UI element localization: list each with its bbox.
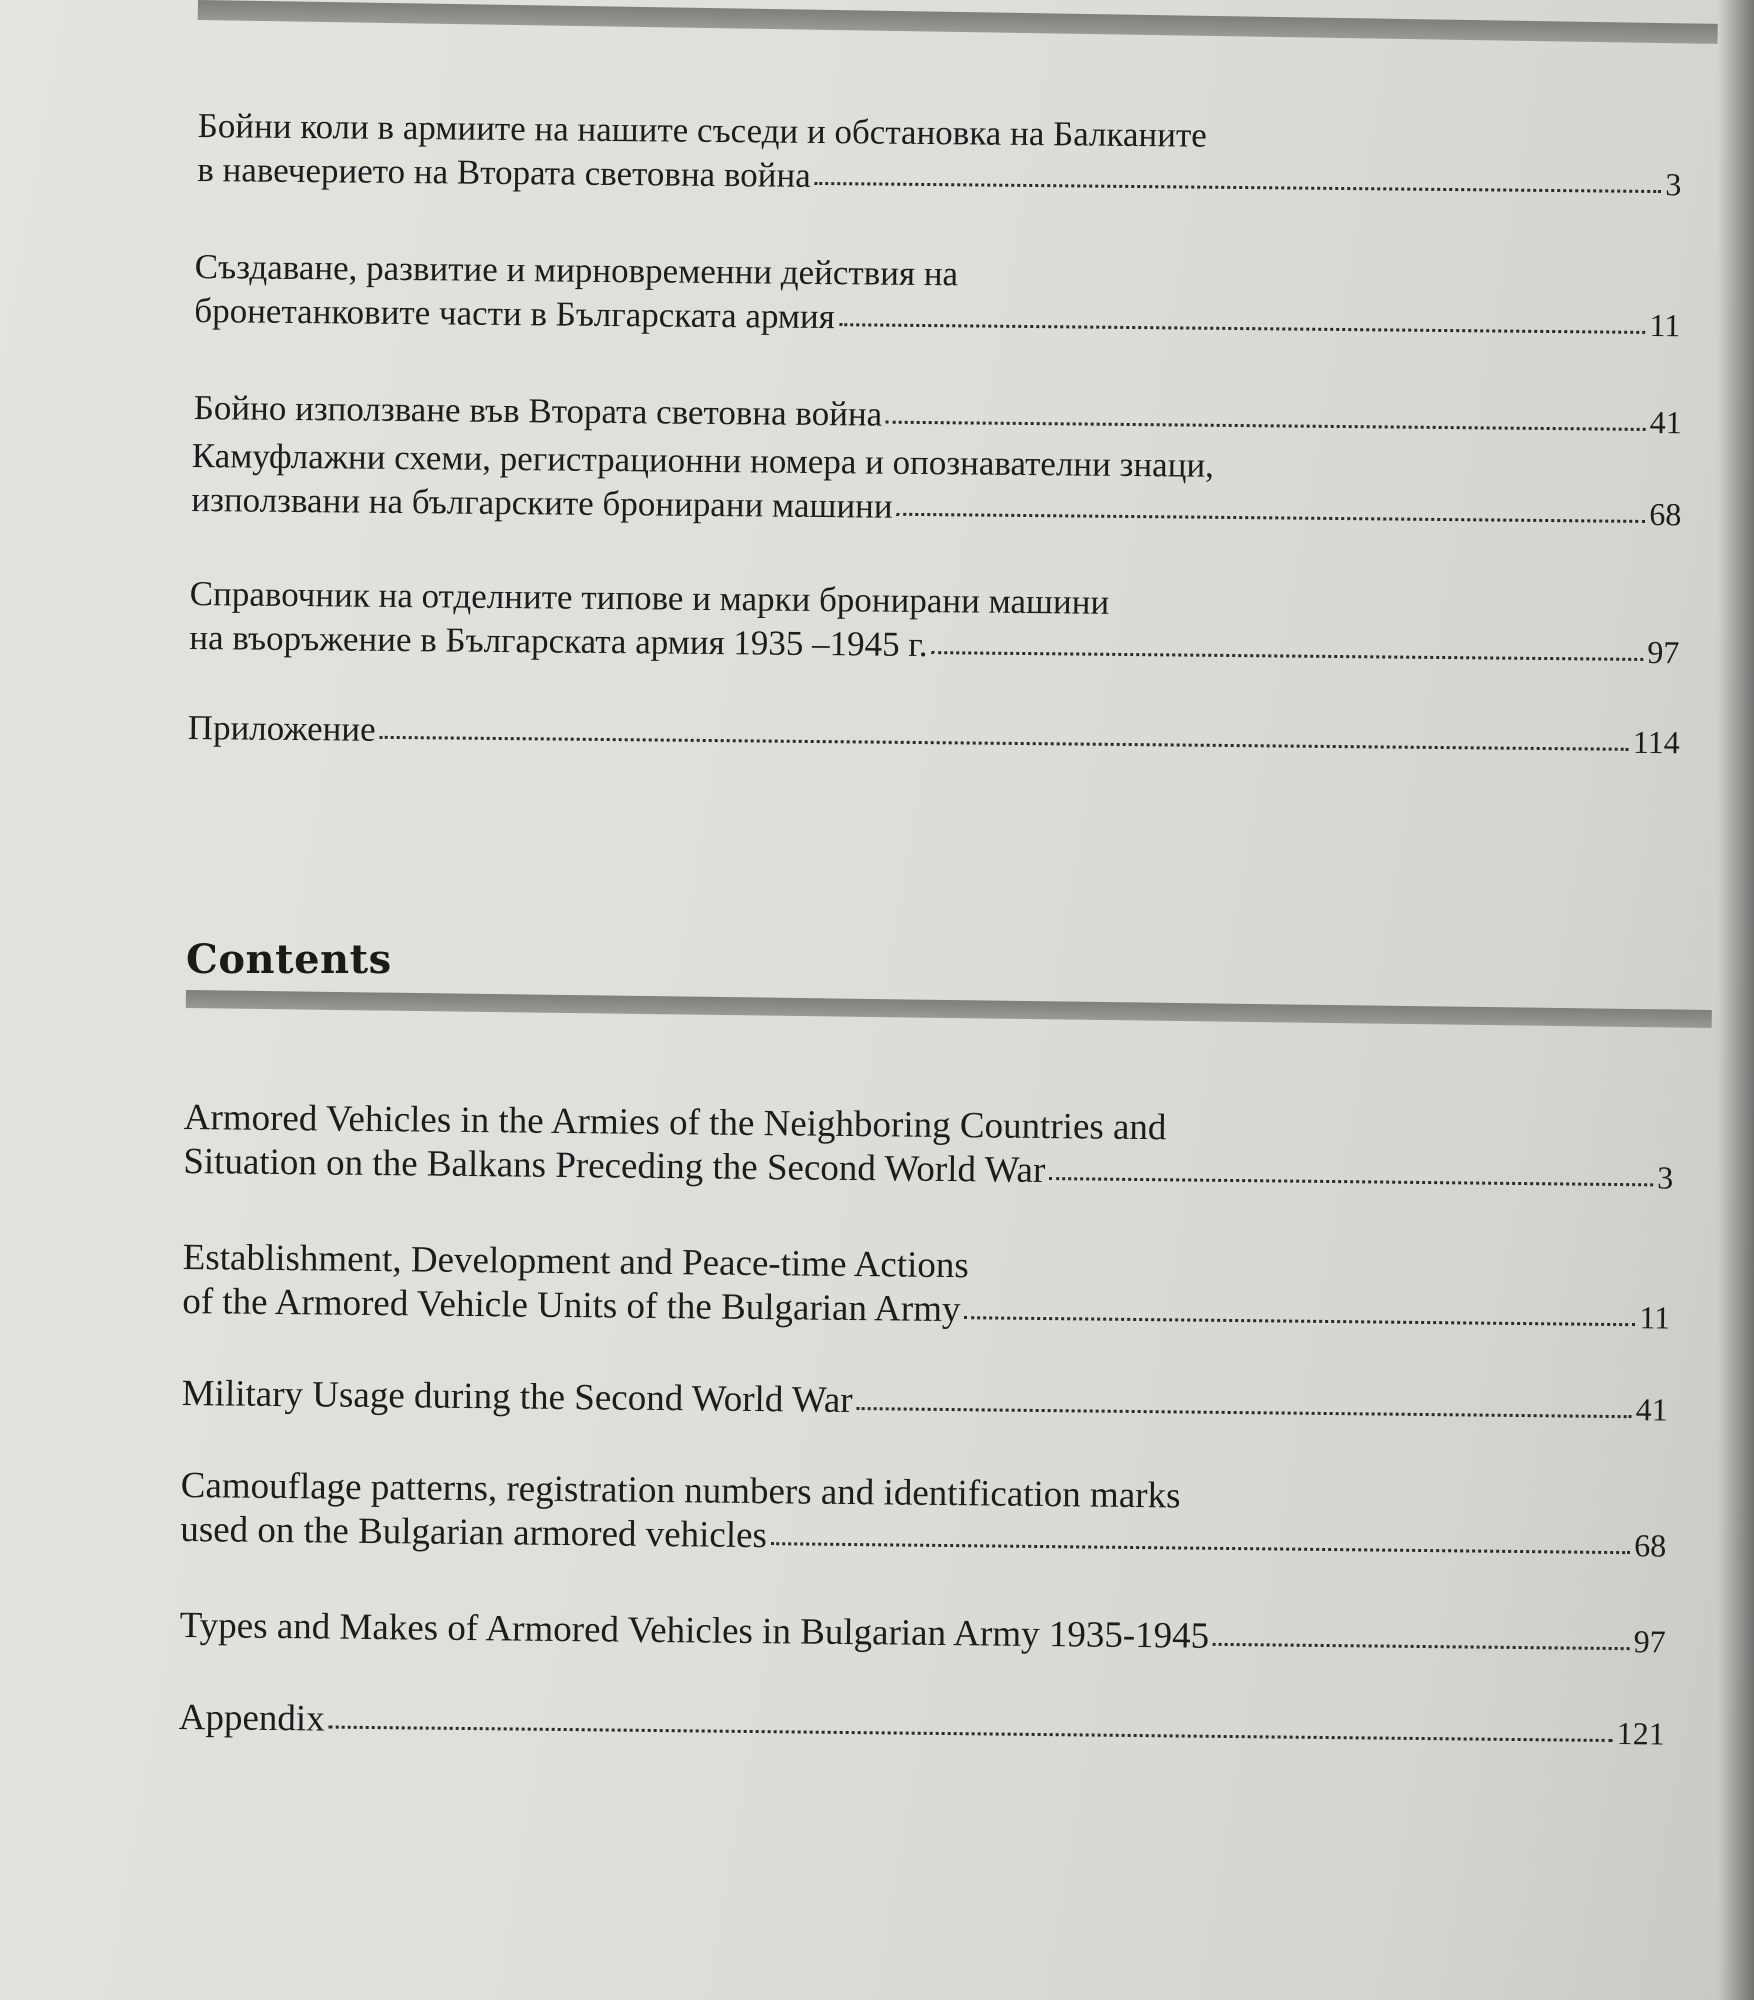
toc-entry-title-line: Military Usage during the Second World War [181,1373,853,1422]
toc-entry-bg-1 [197,104,1682,206]
toc-page-number: 68 [1634,1527,1667,1564]
toc-entry-title-line: Камуфлажни схеми, регистрационни номера и опознавателни знаци, [191,435,1215,485]
dot-leader [380,730,1629,751]
top-divider-bar [198,0,1718,44]
dot-leader [964,1310,1635,1326]
toc-entry-title-line: използвани на българските бронирани машини [191,479,893,526]
dot-leader [857,1401,1632,1418]
toc-entry-en-1 [183,1096,1674,1200]
toc-entry-en-4 [180,1464,1667,1568]
toc-page-number: 3 [1657,1159,1674,1196]
toc-entry-bg-4 [191,434,1682,536]
toc-entry-title-line: of the Armored Vehicle Units of the Bulgarian Army [182,1280,961,1331]
toc-page-number: 121 [1616,1715,1665,1752]
toc-page-number: 11 [1649,306,1681,344]
dot-leader [886,415,1646,431]
toc-entry-title-line: Бойни коли в армиите на нашите съседи и обстановка на Балканите [197,105,1207,155]
toc-entry-title-line: Приложение [187,707,376,749]
dot-leader [1213,1637,1630,1650]
toc-entry-bg-6 [188,706,1680,764]
dot-leader [931,645,1643,661]
toc-entry-title-line: Appendix [178,1697,325,1740]
toc-entry-en-5 [180,1604,1666,1664]
dot-leader [897,507,1646,523]
toc-entry-title-line: Camouflage patterns, registration numbers and identification marks [180,1465,1181,1517]
dot-leader [1049,1171,1653,1186]
toc-page-number: 3 [1665,166,1682,203]
toc-page-number: 97 [1647,633,1680,671]
toc-page-number: 11 [1639,1299,1671,1336]
toc-entry-bg-5 [189,572,1680,674]
toc-entry-title-line: Armored Vehicles in the Armies of the Neighboring Countries and [183,1097,1167,1149]
toc-entry-title-line: в навечерието на Втората световна война [197,149,811,195]
toc-entry-title-line: Справочник на отделните типове и марки бронирани машини [189,573,1110,622]
toc-page-number: 68 [1649,495,1682,533]
toc-page-number: 41 [1649,403,1682,441]
toc-page-number: 114 [1632,723,1680,761]
toc-entry-en-6 [179,1696,1665,1756]
toc-page-number: 97 [1633,1623,1666,1660]
toc-entry-title-line: Бойно използване във Втората световна война [193,387,883,434]
toc-entry-title-line: бронетанковите части в Българската армия [194,290,836,337]
toc-entry-title-line: Създаване, развитие и мирновременни действия на [194,246,959,294]
toc-entry-title-line: Types and Makes of Armored Vehicles in Bulgarian Army 1935-1945 [179,1605,1210,1657]
toc-entry-bg-2 [194,245,1681,347]
contents-heading: Contents [186,936,392,983]
toc-entry-title-line: на въоръжение в Българската армия 1935 –1945 г. [189,617,928,665]
toc-entry-en-3 [182,1372,1668,1432]
toc-entry-en-2 [182,1236,1671,1340]
contents-divider-bar [186,990,1712,1028]
dot-leader [771,1536,1630,1554]
toc-entry-title-line: Establishment, Development and Peace-time Actions [182,1237,970,1287]
dot-leader [815,176,1662,193]
dot-leader [839,317,1646,334]
toc-entry-title-line: Situation on the Balkans Preceding the Second World War [183,1140,1046,1192]
toc-entry-title-line: used on the Bulgarian armored vehicles [180,1508,768,1557]
dot-leader [329,1720,1613,1742]
toc-page-number: 41 [1635,1391,1668,1428]
